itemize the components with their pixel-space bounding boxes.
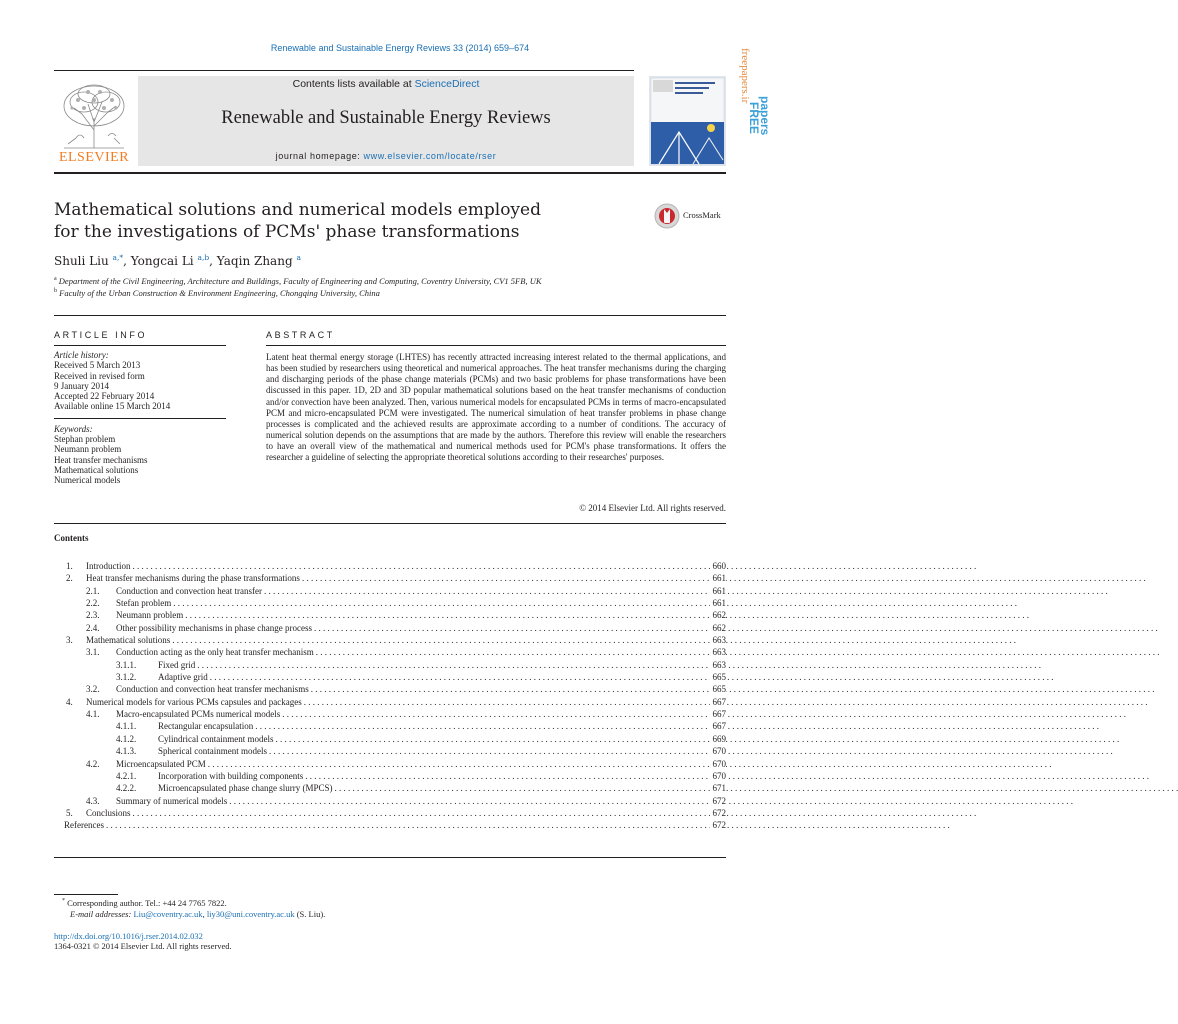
svg-text:freepapers.ir: freepapers.ir	[739, 48, 751, 104]
abstract-rule	[266, 345, 726, 346]
affiliation-mark: a	[54, 276, 57, 283]
toc-entry-page[interactable]: 663	[710, 659, 727, 671]
toc-entry[interactable]	[54, 597, 726, 609]
toc-entry-number: 4.1.1.	[116, 721, 137, 732]
toc-entry-page[interactable]: 661	[710, 572, 727, 584]
affiliation-b	[54, 288, 380, 298]
toc-entry-page[interactable]: 669	[710, 733, 727, 745]
toc-entry-leader	[116, 708, 726, 720]
affiliation-a	[54, 276, 542, 286]
title-line-1: Mathematical solutions and numerical models employed	[54, 200, 541, 220]
toc-entry-title[interactable]: Numerical models for various PCMs capsules and packages	[86, 696, 302, 707]
toc-entry[interactable]	[54, 634, 726, 646]
toc-entry-number: 4.2.2.	[116, 783, 137, 794]
toc-entry-leader	[116, 758, 726, 770]
header-top-rule	[54, 70, 634, 71]
keyword[interactable]: Stephan problem	[54, 434, 116, 445]
toc-entry-title[interactable]: Conduction and convection heat transfer mechanisms	[116, 684, 309, 695]
keyword[interactable]: Numerical models	[54, 475, 121, 486]
toc-entry-number: 4.	[66, 696, 73, 707]
contents-prefix: Contents lists available at	[292, 78, 415, 90]
article-info-heading: ARTICLE INFO	[54, 330, 148, 340]
abstract-copyright: © 2014 Elsevier Ltd. All rights reserved.	[579, 503, 726, 513]
author-affiliation-mark[interactable]: a	[296, 253, 301, 262]
toc-entry[interactable]	[54, 807, 726, 819]
toc-entry-title[interactable]: Rectangular encapsulation	[158, 721, 254, 732]
toc-entry-number: 3.1.2.	[116, 672, 137, 683]
toc-entry[interactable]	[54, 708, 726, 720]
toc-entry-page[interactable]: 661	[710, 585, 727, 597]
crossmark-badge[interactable]	[654, 201, 732, 231]
toc-entry-page[interactable]: 662	[710, 609, 727, 621]
history-item: Accepted 22 February 2014	[54, 391, 155, 402]
affiliation-mark: b	[54, 288, 57, 295]
table-of-contents	[54, 560, 726, 832]
toc-entry-leader	[116, 646, 726, 658]
toc-entry-leader	[116, 609, 726, 621]
toc-entry-number: 3.1.	[86, 647, 100, 658]
toc-entry-number: 4.1.	[86, 709, 100, 720]
abstract-bottom-rule	[54, 523, 726, 524]
journal-citation[interactable]: Renewable and Sustainable Energy Reviews 33 (2014) 659–674	[270, 43, 530, 53]
toc-entry-leader	[116, 597, 726, 609]
email-addresses-note	[70, 909, 325, 919]
toc-entry-leader	[158, 733, 726, 745]
toc-entry-title[interactable]: Introduction	[86, 561, 131, 571]
title-separator-rule	[54, 315, 726, 316]
author-name[interactable]: Shuli Liu	[54, 254, 109, 268]
toc-entry-number: 1.	[66, 561, 73, 571]
toc-entry-page[interactable]: 670	[710, 770, 727, 782]
toc-entry[interactable]	[54, 745, 726, 757]
toc-entry-page[interactable]: 672	[710, 795, 727, 807]
toc-entry-leader	[158, 745, 726, 757]
toc-entry[interactable]	[54, 585, 726, 597]
toc-entry-page[interactable]: 671	[710, 782, 727, 794]
issn-copyright: 1364-0321 © 2014 Elsevier Ltd. All rights reserved.	[54, 941, 232, 951]
toc-entry-leader	[116, 683, 726, 695]
toc-entry-number: 3.	[66, 635, 73, 646]
toc-entry-title[interactable]: Adaptive grid	[158, 672, 208, 683]
toc-entry-page[interactable]: 663	[710, 646, 727, 658]
crossmark-label: CrossMark	[683, 210, 721, 220]
toc-entry-leader	[116, 795, 726, 807]
toc-entry-title[interactable]: Cylindrical containment models	[158, 733, 274, 744]
toc-entry-title[interactable]: Incorporation with building components	[158, 770, 304, 781]
toc-entry-number: 2.4.	[86, 622, 100, 633]
homepage-prefix: journal homepage:	[275, 151, 364, 161]
toc-entry-number: 3.2.	[86, 684, 100, 695]
toc-entry-leader	[158, 720, 726, 732]
email-link-2[interactable]: liy30@uni.coventry.ac.uk	[206, 909, 295, 919]
toc-entry-page[interactable]: 672	[710, 807, 727, 819]
abstract-text: Latent heat thermal energy storage (LHTES) has recently attracted increasing interest related to the thermal applications, and has been studied by researchers using theoretical and numerical approaches. The heat transfer mechanisms during the charging and discharging periods of the phase change materials (PCMs) and two basic problems for phase transformations have been discussed in this paper. 1D, 2D and 3D popular mathematical solutions based on the heat transfer mechanisms of conduction and/or convection have been analyzed. Then, various numerical models for encapsulated PCMs in terms of macro-encapsulated PCM and micro-encapsulated PCM were investigated. The numerical simulation of heat transfer problems in phase change processes is complicated and the achieved results are approximate according to a number of conditions. The accuracy of numerical solution depends on the assumptions that are made by the authors. Therefore this review will enable the researchers to have an overall view of the mathematical and numerical methods used for PCM's phase transformations. It offers the researcher a guideline of selecting the appropriate theoretical solutions according to their researches' purposes.	[266, 352, 726, 463]
corresponding-text: Corresponding author. Tel.: +44 24 7765 7822.	[67, 898, 227, 908]
toc-entry-number: 2.	[66, 573, 73, 584]
toc-entry-leader	[116, 585, 726, 597]
toc-entry-title[interactable]: Microencapsulated PCM	[116, 758, 206, 769]
author-affiliation-mark[interactable]: a,b	[197, 253, 210, 262]
toc-entry[interactable]	[54, 758, 726, 770]
history-item: Available online 15 March 2014	[54, 401, 171, 412]
toc-entry-title[interactable]: Other possibility mechanisms in phase change process	[116, 622, 312, 633]
journal-homepage-line	[138, 151, 634, 161]
footer-rule	[54, 857, 726, 858]
toc-entry[interactable]	[54, 622, 726, 634]
abstract-heading: ABSTRACT	[266, 330, 335, 340]
toc-entry-leader	[86, 807, 726, 819]
toc-entry[interactable]	[54, 720, 726, 732]
toc-entry-page[interactable]: 670	[710, 745, 727, 757]
doi-link[interactable]: http://dx.doi.org/10.1016/j.rser.2014.02.032	[54, 931, 203, 941]
keywords-label: Keywords:	[54, 423, 93, 434]
toc-entry-leader	[158, 659, 726, 671]
toc-entry-page[interactable]: 667	[710, 708, 727, 720]
toc-entry-title[interactable]: Conduction and convection heat transfer	[116, 585, 262, 596]
article-history-label: Article history:	[54, 350, 109, 360]
contents-heading: Contents	[54, 533, 89, 543]
history-item: Received in revised form	[54, 370, 145, 381]
toc-entry-page[interactable]: 665	[710, 683, 727, 695]
toc-entry-page[interactable]: 667	[710, 696, 727, 708]
toc-entry[interactable]	[54, 733, 726, 745]
toc-entry-page[interactable]: 667	[710, 720, 727, 732]
toc-entry[interactable]	[54, 609, 726, 621]
toc-entry-leader	[86, 696, 726, 708]
toc-entry-page[interactable]: 672	[710, 819, 727, 831]
toc-entry-leader	[86, 560, 726, 572]
freepapers-badge	[734, 48, 772, 176]
author-list: Shuli Liu $^{a,*}$, Yongcai Li $^{a,b}$, Yaqin Zhang $^a$	[54, 253, 301, 268]
toc-entry[interactable]	[54, 572, 726, 584]
toc-entry-leader	[158, 770, 726, 782]
toc-entry-page[interactable]: 670	[710, 758, 727, 770]
toc-entry[interactable]	[54, 683, 726, 695]
toc-entry-page[interactable]: 665	[710, 671, 727, 683]
toc-entry-number: 3.1.1.	[116, 659, 137, 670]
toc-entry[interactable]	[54, 671, 726, 683]
toc-entry[interactable]	[54, 782, 726, 794]
toc-entry-title[interactable]: Heat transfer mechanisms during the phase transformations	[86, 573, 300, 584]
title-line-2: for the investigations of PCMs' phase transformations	[54, 222, 520, 242]
toc-entry-title[interactable]: Macro-encapsulated PCMs numerical models	[116, 709, 281, 720]
email-suffix: (S. Liu).	[294, 909, 326, 919]
toc-entry[interactable]	[54, 795, 726, 807]
toc-entry-number: 4.1.3.	[116, 746, 137, 757]
toc-entry-number: 2.2.	[86, 598, 100, 609]
toc-entry-title[interactable]: Stefan problem	[116, 598, 172, 609]
toc-entry-title[interactable]: References	[64, 820, 104, 831]
email-separator: ,	[202, 909, 207, 919]
toc-entry-title[interactable]: Spherical containment models	[158, 746, 267, 757]
affiliation-text: Department of the Civil Engineering, Architecture and Buildings, Faculty of Engineering and Computing, Coventry University, CV1 5FB, UK	[58, 276, 542, 286]
toc-entry[interactable]	[54, 646, 726, 658]
crossmark-icon	[654, 201, 680, 231]
toc-entry[interactable]	[54, 819, 726, 831]
toc-entry-number: 4.1.2.	[116, 733, 137, 744]
toc-entry-leader	[86, 634, 726, 646]
toc-entry-title[interactable]: Microencapsulated phase change slurry (MPCS)	[158, 783, 333, 794]
toc-entry-title[interactable]: Conclusions	[86, 807, 131, 818]
toc-entry-number: 4.2.1.	[116, 770, 137, 781]
toc-entry[interactable]	[54, 770, 726, 782]
history-item: Received 5 March 2013	[54, 360, 141, 371]
keyword[interactable]: Mathematical solutions	[54, 464, 139, 475]
toc-entry-title[interactable]: Fixed grid	[158, 659, 196, 670]
header-bottom-rule	[54, 172, 726, 174]
toc-entry-page[interactable]: 662	[710, 622, 727, 634]
toc-entry-number: 4.2.	[86, 758, 100, 769]
journal-cover-thumbnail	[649, 76, 726, 166]
author-name[interactable]: Yongcai Li	[130, 254, 194, 268]
keyword[interactable]: Heat transfer mechanisms	[54, 454, 148, 465]
toc-entry-page[interactable]: 660	[710, 560, 727, 572]
svg-text:papers: papers	[758, 96, 772, 136]
affiliation-text: Faculty of the Urban Construction & Environment Engineering, Chongqing University, China	[59, 288, 380, 298]
author-affiliation-mark[interactable]: a,*	[112, 253, 124, 262]
article-info-block	[54, 350, 226, 486]
toc-entry-title[interactable]: Summary of numerical models	[116, 795, 228, 806]
toc-entry[interactable]	[54, 659, 726, 671]
email-label: E-mail addresses:	[70, 909, 134, 919]
article-title	[54, 199, 614, 243]
toc-entry-leader	[64, 819, 726, 831]
toc-entry-number: 5.	[66, 807, 73, 818]
corresponding-author-note: * Corresponding author. Tel.: +44 24 7765 7822.	[62, 898, 227, 908]
homepage-link[interactable]: www.elsevier.com/locate/rser	[363, 151, 497, 161]
email-link-1[interactable]: Liu@coventry.ac.uk	[133, 909, 203, 919]
footnote-rule	[54, 894, 118, 895]
toc-entry-leader	[86, 572, 726, 584]
toc-entry-number: 2.3.	[86, 610, 100, 621]
journal-name: Renewable and Sustainable Energy Reviews	[221, 108, 551, 128]
toc-entry-page[interactable]: 661	[710, 597, 727, 609]
svg-text:FREE: FREE	[747, 102, 761, 135]
toc-entry-number: 2.1.	[86, 585, 100, 596]
toc-entry-title[interactable]: Neumann problem	[116, 610, 184, 621]
elsevier-wordmark: ELSEVIER	[58, 150, 130, 165]
toc-entry[interactable]	[54, 696, 726, 708]
toc-entry-page[interactable]: 663	[710, 634, 727, 646]
toc-entry-title[interactable]: Mathematical solutions	[86, 635, 171, 646]
sciencedirect-link[interactable]: ScienceDirect	[414, 78, 480, 90]
toc-entry-number: 4.3.	[86, 795, 100, 806]
toc-entry-title[interactable]: Conduction acting as the only heat transfer mechanism	[116, 647, 314, 658]
history-item: 9 January 2014	[54, 380, 109, 391]
article-info-separator	[54, 418, 226, 419]
toc-entry-leader	[158, 782, 726, 794]
contents-available-line	[138, 78, 634, 90]
keyword[interactable]: Neumann problem	[54, 444, 122, 455]
toc-entry-leader	[158, 671, 726, 683]
article-info-rule	[54, 345, 226, 346]
toc-entry[interactable]	[54, 560, 726, 572]
author-name[interactable]: Yaqin Zhang	[216, 254, 293, 268]
toc-entry-leader	[116, 622, 726, 634]
